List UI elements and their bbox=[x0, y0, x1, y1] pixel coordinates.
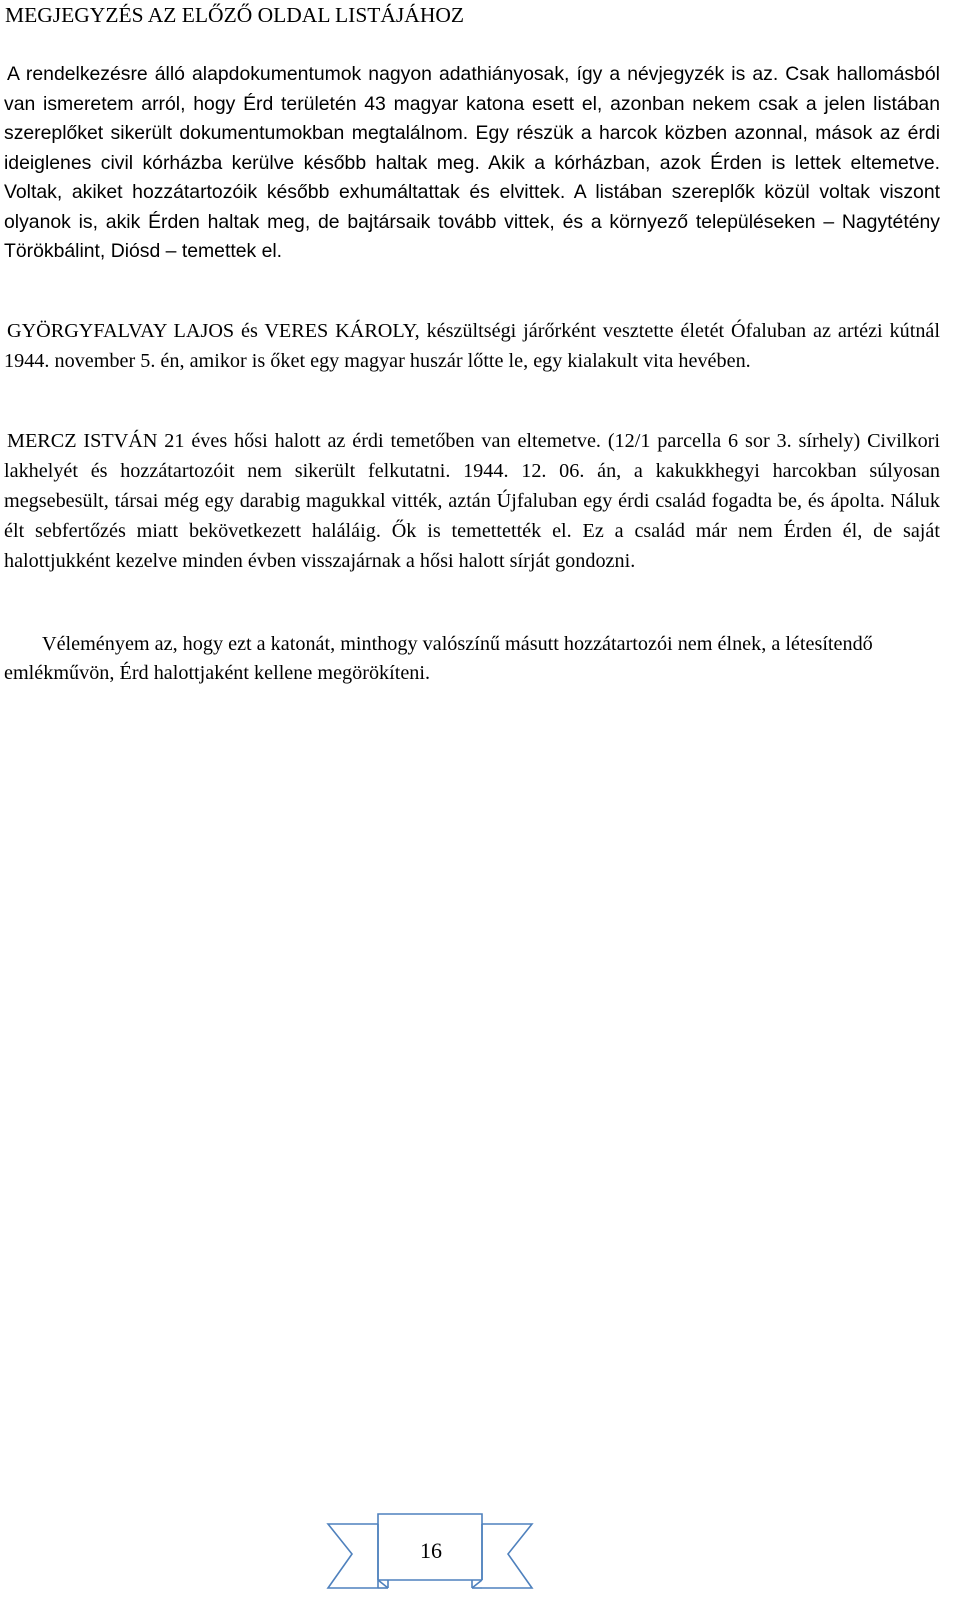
gyorgyfalvay-paragraph: GYÖRGYFALVAY LAJOS és VERES KÁROLY, készültségi járőrként vesztette életét Ófaluban az artézi kútnál 1944. november 5. én, amikor is őket egy magyar huszár lőtte le, egy kialakult vita hevében. bbox=[4, 320, 940, 372]
page-footer bbox=[326, 1510, 532, 1598]
intro-paragraph: A rendelkezésre álló alapdokumentumok nagyon adathiányosak, így a névjegyzék is az. Csak hallomásból van ismeretem arról, hogy Érd területén 43 magyar katona esett el, azonban nekem csak a jelen listában szereplőket sikerült dokumentumokban megtalálnom. Egy részük a harcok közben azonnal, mások az érdi ideiglenes civil kórházba kerülve később haltak meg. Akik a kórházban, azok Érden is lettek eltemetve. Voltak, akiket hozzátartozóik később exhumáltattak és elvittek. A listában szereplők közül voltak viszont olyanok is, akik Érden haltak meg, de bajtársaik tovább vittek, és a környező településeken – Nagytétény Törökbálint, Diósd – temettek el. bbox=[4, 63, 940, 262]
page-number: 16 bbox=[420, 1538, 442, 1563]
page-heading: MEGJEGYZÉS AZ ELŐZŐ OLDAL LISTÁJÁHOZ bbox=[5, 3, 465, 27]
mercz-paragraph: MERCZ ISTVÁN 21 éves hősi halott az érdi temetőben van eltemetve. (12/1 parcella 6 sor 3. sírhely) Civilkori lakhelyét és hozzátartozóit nem sikerült felkutatni. 1944. 12. 06. án, a kakukkhegyi harcokban súlyosan megsebesült, társai még egy darabig magukkal vitték, aztán Újfaluban egy érdi család fogadta be, és ápolta. Náluk élt sebfertőzés miatt bekövetkezett haláláig. Ők is temettették el. Ez a család már nem Érden él, de saját halottjukként kezelve minden évben visszajárnak a hősi halott sírját gondozni. bbox=[4, 430, 940, 572]
opinion-paragraph: Véleményem az, hogy ezt a katonát, minthogy valószínű másutt hozzátartozói nem élnek, a létesítendő emlékművön, Érd halottjaként kellene megörökíteni. bbox=[4, 633, 873, 684]
